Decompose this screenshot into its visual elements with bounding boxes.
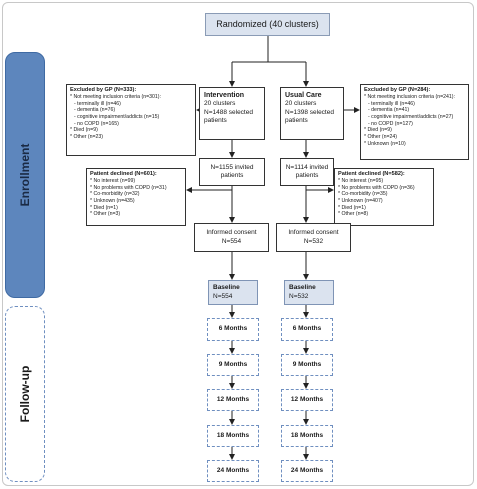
intervention-followup-box [207,425,259,447]
usual-care-consent-label: Informed consent N=532 [288,229,339,245]
declined-line: * Unknown (n=435) [90,198,135,205]
usual-care-followup-box [281,318,333,341]
usual-care-box [280,87,344,140]
excluded-line: - dementia (n=41) [368,107,410,114]
declined-usual-care-box [334,168,434,226]
followup-label: 12 Months [216,395,250,403]
usual-care-patients: N=1398 selected patients [285,108,334,125]
usual-care-followup-box [281,425,333,447]
follow-up-label: Follow-up [18,365,32,423]
intervention-box [199,87,265,140]
excluded-line: - terminally ill (n=46) [74,100,121,107]
followup-label: 6 Months [292,325,322,333]
excluded-line: * Not meeting inclusion criteria (n=241): [364,94,455,101]
intervention-title: Intervention [204,92,245,99]
excluded-line: * Other (n=24) [364,134,398,141]
declined-line: * Died (n=1) [90,204,118,211]
declined-line: * No problems with COPD (n=36) [338,184,415,191]
excluded-line: - cognitive impairment/addicts (n=27) [368,114,454,121]
usual-care-baseline-box [284,280,334,305]
followup-label: 18 Months [290,431,324,439]
usual-care-followup-box [281,389,333,411]
usual-care-followup-box [281,354,333,376]
usual-care-consent-box [276,223,351,252]
declined-line: * No interest (n=99) [90,178,136,185]
intervention-followup-box [207,460,259,482]
randomized-box [205,13,330,36]
usual-care-title: Usual Care [285,92,322,99]
declined-line: * No interest (n=95) [338,178,384,185]
followup-label: 24 Months [290,466,324,474]
followup-label: 24 Months [216,466,250,474]
excluded-line: - no COPD (n=165) [74,120,119,127]
usual-care-clusters: 20 clusters [285,100,317,108]
intervention-baseline-box [208,280,258,305]
intervention-consent-box [194,223,269,252]
excluded-gp-intervention-header: Excluded by GP (N=333): [70,87,137,93]
excluded-line: - cognitive impairment/addicts (n=15) [74,114,160,121]
followup-label: 9 Months [218,360,248,368]
excluded-line: * Died (n=9) [70,127,98,134]
declined-line: * Co-morbidity (n=35) [338,191,388,198]
intervention-invited-box [199,158,265,186]
followup-label: 6 Months [218,325,248,333]
declined-line: * Co-morbidity (n=32) [90,191,140,198]
excluded-line: * Other (n=23) [70,134,104,141]
intervention-clusters: 20 clusters [204,100,236,108]
excluded-line: * Not meeting inclusion criteria (n=301): [70,94,161,101]
usual-care-invited-label: N=1114 invited patients [285,163,329,179]
randomized-label: Randomized (40 clusters) [216,18,319,29]
declined-intervention-box [86,168,186,226]
declined-line: * No problems with COPD (n=31) [90,184,167,191]
usual-care-invited-box [280,158,334,186]
enrollment-label: Enrollment [18,143,32,207]
intervention-consent-label: Informed consent N=554 [206,229,257,245]
followup-label: 18 Months [216,431,250,439]
intervention-followup-box [207,354,259,376]
intervention-patients: N=1488 selected patients [204,108,253,125]
excluded-line: - terminally ill (n=46) [368,100,415,107]
declined-usual-care-header: Patient declined (N=582): [338,171,405,177]
declined-intervention-header: Patient declined (N=601): [90,171,157,177]
intervention-followup-box [207,318,259,341]
declined-line: * Other (n=3) [90,211,121,218]
intervention-baseline-n: N=554 [213,292,233,300]
usual-care-followup-box [281,460,333,482]
excluded-line: - no COPD (n=127) [368,120,413,127]
declined-line: * Died (n=1) [338,204,366,211]
declined-line: * Other (n=8) [338,211,369,218]
excluded-line: - dementia (n=76) [74,107,116,114]
declined-line: * Unknown (n=407) [338,198,383,205]
intervention-followup-box [207,389,259,411]
excluded-line: * Died (n=9) [364,127,392,134]
usual-care-baseline-title: Baseline [289,284,316,291]
followup-label: 12 Months [290,395,324,403]
intervention-invited-label: N=1155 invited patients [210,163,254,179]
excluded-gp-intervention-box [66,84,196,156]
excluded-gp-usual-care-header: Excluded by GP (N=284): [364,87,431,93]
usual-care-baseline-n: N=532 [289,292,309,300]
intervention-baseline-title: Baseline [213,284,240,291]
followup-label: 9 Months [292,360,322,368]
excluded-gp-usual-care-box [360,84,469,160]
excluded-line: * Unknown (n=10) [364,140,406,147]
